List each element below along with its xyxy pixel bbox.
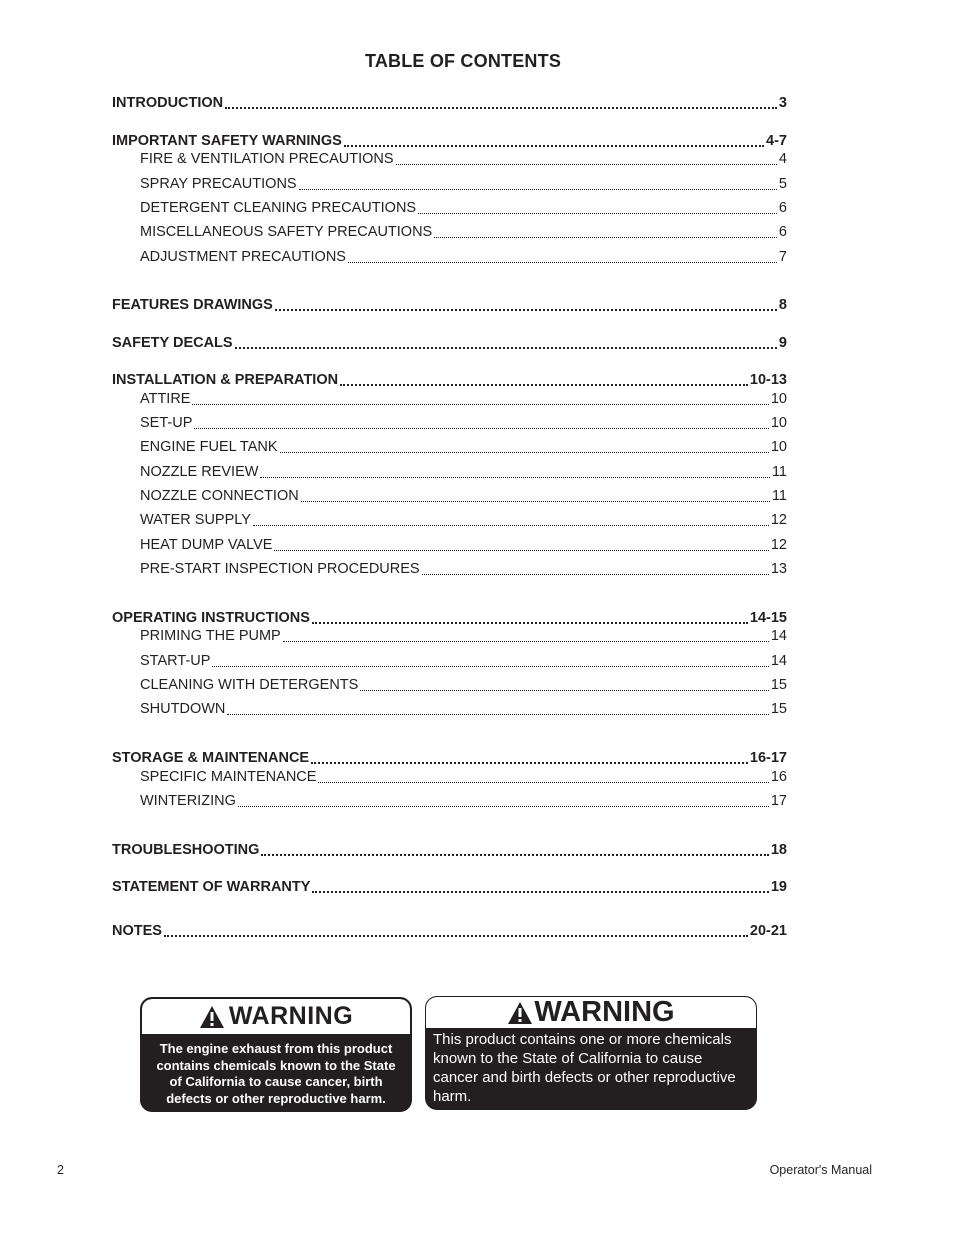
toc-entry-label: STORAGE & MAINTENANCE (112, 750, 310, 766)
toc-entry (112, 700, 787, 718)
toc-entry-page: 5 (778, 176, 787, 192)
toc-title: TABLE OF CONTENTS (364, 51, 562, 71)
toc-entry-label: IMPORTANT SAFETY WARNINGS (112, 133, 342, 149)
toc-entry-page: 9 (778, 335, 787, 351)
toc-entry-page: 10 (770, 391, 787, 407)
toc-entry (112, 487, 787, 505)
toc-entry-label: STATEMENT OF WARRANTY (112, 879, 311, 895)
warning-line: contains chemicals known to the State (156, 1057, 396, 1073)
toc-entry (112, 390, 787, 408)
toc-dot-leader (301, 487, 770, 502)
warning-triangle-icon (199, 1005, 225, 1029)
toc-entry (112, 652, 787, 670)
toc-dot-leader (225, 93, 777, 109)
warning-line: defects or other reproductive harm. (166, 1090, 386, 1106)
toc-dot-leader (418, 199, 777, 214)
toc-dot-leader (360, 676, 769, 691)
toc-entry-page: 10 (770, 439, 787, 455)
warning-header (142, 999, 410, 1036)
toc-entry-page: 12 (770, 537, 787, 553)
toc-dot-leader (340, 370, 748, 386)
warning-line: This product contains one or more chemicals (433, 1031, 732, 1048)
toc-entry-label: NOTES (112, 923, 162, 939)
toc-dot-leader (194, 414, 768, 429)
toc-entry (112, 676, 787, 694)
toc-entry-page: 13 (770, 561, 787, 577)
toc-dot-leader (312, 608, 748, 624)
toc-entry (112, 132, 787, 150)
toc-entry-label: NOZZLE REVIEW (140, 464, 259, 480)
toc-entry-label: NOZZLE CONNECTION (140, 488, 299, 504)
toc-dot-leader (275, 295, 777, 311)
toc-entry-page: 12 (770, 512, 787, 528)
toc-dot-leader (227, 700, 768, 715)
toc-entry-label: INTRODUCTION (112, 95, 224, 111)
warning-line: of California to cause cancer, birth (169, 1074, 383, 1089)
toc-dot-leader (238, 792, 769, 807)
toc-entry-page: 14 (770, 653, 787, 669)
toc-entry-page: 8 (778, 297, 787, 313)
toc-dot-leader (212, 652, 768, 667)
toc-entry-page: 10-13 (749, 372, 787, 388)
toc-entry-page: 15 (770, 677, 787, 693)
toc-entry-label: SAFETY DECALS (112, 335, 233, 351)
toc-entry-page: 20-21 (749, 923, 787, 939)
toc-entry (112, 792, 787, 810)
toc-entry-label: WINTERIZING (140, 793, 236, 809)
toc-entry (112, 414, 787, 432)
toc-entry-label: OPERATING INSTRUCTIONS (112, 610, 310, 626)
toc-entry-page: 15 (770, 701, 787, 717)
toc-entry (112, 438, 787, 456)
toc-dot-leader (311, 748, 748, 764)
toc-entry-label: TROUBLESHOOTING (112, 842, 260, 858)
warning-line: cancer and birth defects or other reproductive (433, 1069, 736, 1086)
toc-dot-leader (396, 150, 777, 165)
toc-entry-label: PRIMING THE PUMP (140, 628, 281, 644)
toc-entry-page: 14-15 (749, 610, 787, 626)
toc-entry-label: WATER SUPPLY (140, 512, 251, 528)
toc-entry-page: 6 (778, 224, 787, 240)
toc-entry-page: 19 (770, 879, 787, 895)
toc-entry-page: 18 (770, 842, 787, 858)
toc-dot-leader (274, 536, 768, 551)
toc-entry (112, 94, 787, 112)
toc-entry-page: 16 (770, 769, 787, 785)
toc-entry-label: ATTIRE (140, 391, 191, 407)
toc-entry-label: SHUTDOWN (140, 701, 226, 717)
toc-dot-leader (318, 768, 768, 783)
toc-entry (112, 768, 787, 786)
toc-entry-label: DETERGENT CLEANING PRECAUTIONS (140, 200, 417, 216)
toc-entry-page: 16-17 (749, 750, 787, 766)
toc-entry-page: 6 (778, 200, 787, 216)
toc-entry-page: 10 (770, 415, 787, 431)
toc-entry-label: SPRAY PRECAUTIONS (140, 176, 297, 192)
toc-dot-leader (253, 511, 769, 526)
prop65-warning-label (425, 996, 757, 1110)
toc-dot-leader (261, 840, 768, 856)
warning-heading: WARNING (228, 1002, 354, 1030)
toc-entry-label: SET-UP (140, 415, 193, 431)
toc-entry-label: HEAT DUMP VALVE (140, 537, 273, 553)
toc-entry-label: PRE-START INSPECTION PROCEDURES (140, 561, 420, 577)
toc-entry-page: 4 (778, 151, 787, 167)
toc-entry (112, 511, 787, 529)
toc-entry-label: MISCELLANEOUS SAFETY PRECAUTIONS (140, 224, 433, 240)
toc-entry-label: START-UP (140, 653, 211, 669)
toc-entry (112, 560, 787, 578)
toc-dot-leader (422, 560, 769, 575)
footer-page-number: 2 (57, 1163, 64, 1177)
warning-body (142, 1036, 410, 1107)
toc-entry (112, 296, 787, 314)
toc-entry-page: 4-7 (766, 133, 787, 149)
toc-entry (112, 878, 787, 896)
toc-entry-page: 11 (771, 488, 787, 504)
footer-manual-title: Operator's Manual (769, 1163, 872, 1177)
toc-entry-label: CLEANING WITH DETERGENTS (140, 677, 359, 693)
engine-exhaust-warning-label (140, 997, 412, 1112)
toc-entry (112, 371, 787, 389)
toc-entry (112, 150, 787, 168)
toc-dot-leader (312, 877, 768, 893)
toc-entry (112, 841, 787, 859)
warning-header (426, 997, 756, 1028)
toc-dot-leader (344, 131, 764, 147)
toc-dot-leader (280, 438, 769, 453)
toc-entry (112, 609, 787, 627)
toc-entry (112, 463, 787, 481)
toc-entry-label: ADJUSTMENT PRECAUTIONS (140, 249, 346, 265)
toc-entry (112, 175, 787, 193)
warning-heading: WARNING (534, 996, 675, 1028)
toc-entry (112, 248, 787, 266)
toc-entry-label: FEATURES DRAWINGS (112, 297, 273, 313)
toc-dot-leader (348, 248, 777, 263)
warning-triangle-icon (507, 1001, 533, 1025)
toc-dot-leader (434, 223, 777, 238)
toc-dot-leader (192, 390, 768, 405)
toc-entry (112, 749, 787, 767)
warning-line: known to the State of California to cause (433, 1050, 703, 1067)
toc-entry-page: 7 (778, 249, 787, 265)
toc-dot-leader (299, 175, 777, 190)
warning-line: harm. (433, 1088, 472, 1105)
toc-entry (112, 199, 787, 217)
toc-dot-leader (164, 921, 748, 937)
toc-entry-label: SPECIFIC MAINTENANCE (140, 769, 317, 785)
toc-dot-leader (260, 463, 770, 478)
warning-body (426, 1028, 756, 1106)
toc-entry-label: ENGINE FUEL TANK (140, 439, 278, 455)
toc-entry (112, 627, 787, 645)
toc-entry-label: FIRE & VENTILATION PRECAUTIONS (140, 151, 394, 167)
toc-entry-page: 14 (770, 628, 787, 644)
toc-entry-page: 11 (771, 464, 787, 480)
toc-dot-leader (283, 627, 769, 642)
warning-line: The engine exhaust from this product (159, 1041, 393, 1056)
toc-entry (112, 223, 787, 241)
toc-dot-leader (235, 333, 777, 349)
toc-entry (112, 922, 787, 940)
toc-entry (112, 334, 787, 352)
toc-entry-page: 3 (778, 95, 787, 111)
toc-entry-page: 17 (770, 793, 787, 809)
toc-entry (112, 536, 787, 554)
toc-entry-label: INSTALLATION & PREPARATION (112, 372, 339, 388)
